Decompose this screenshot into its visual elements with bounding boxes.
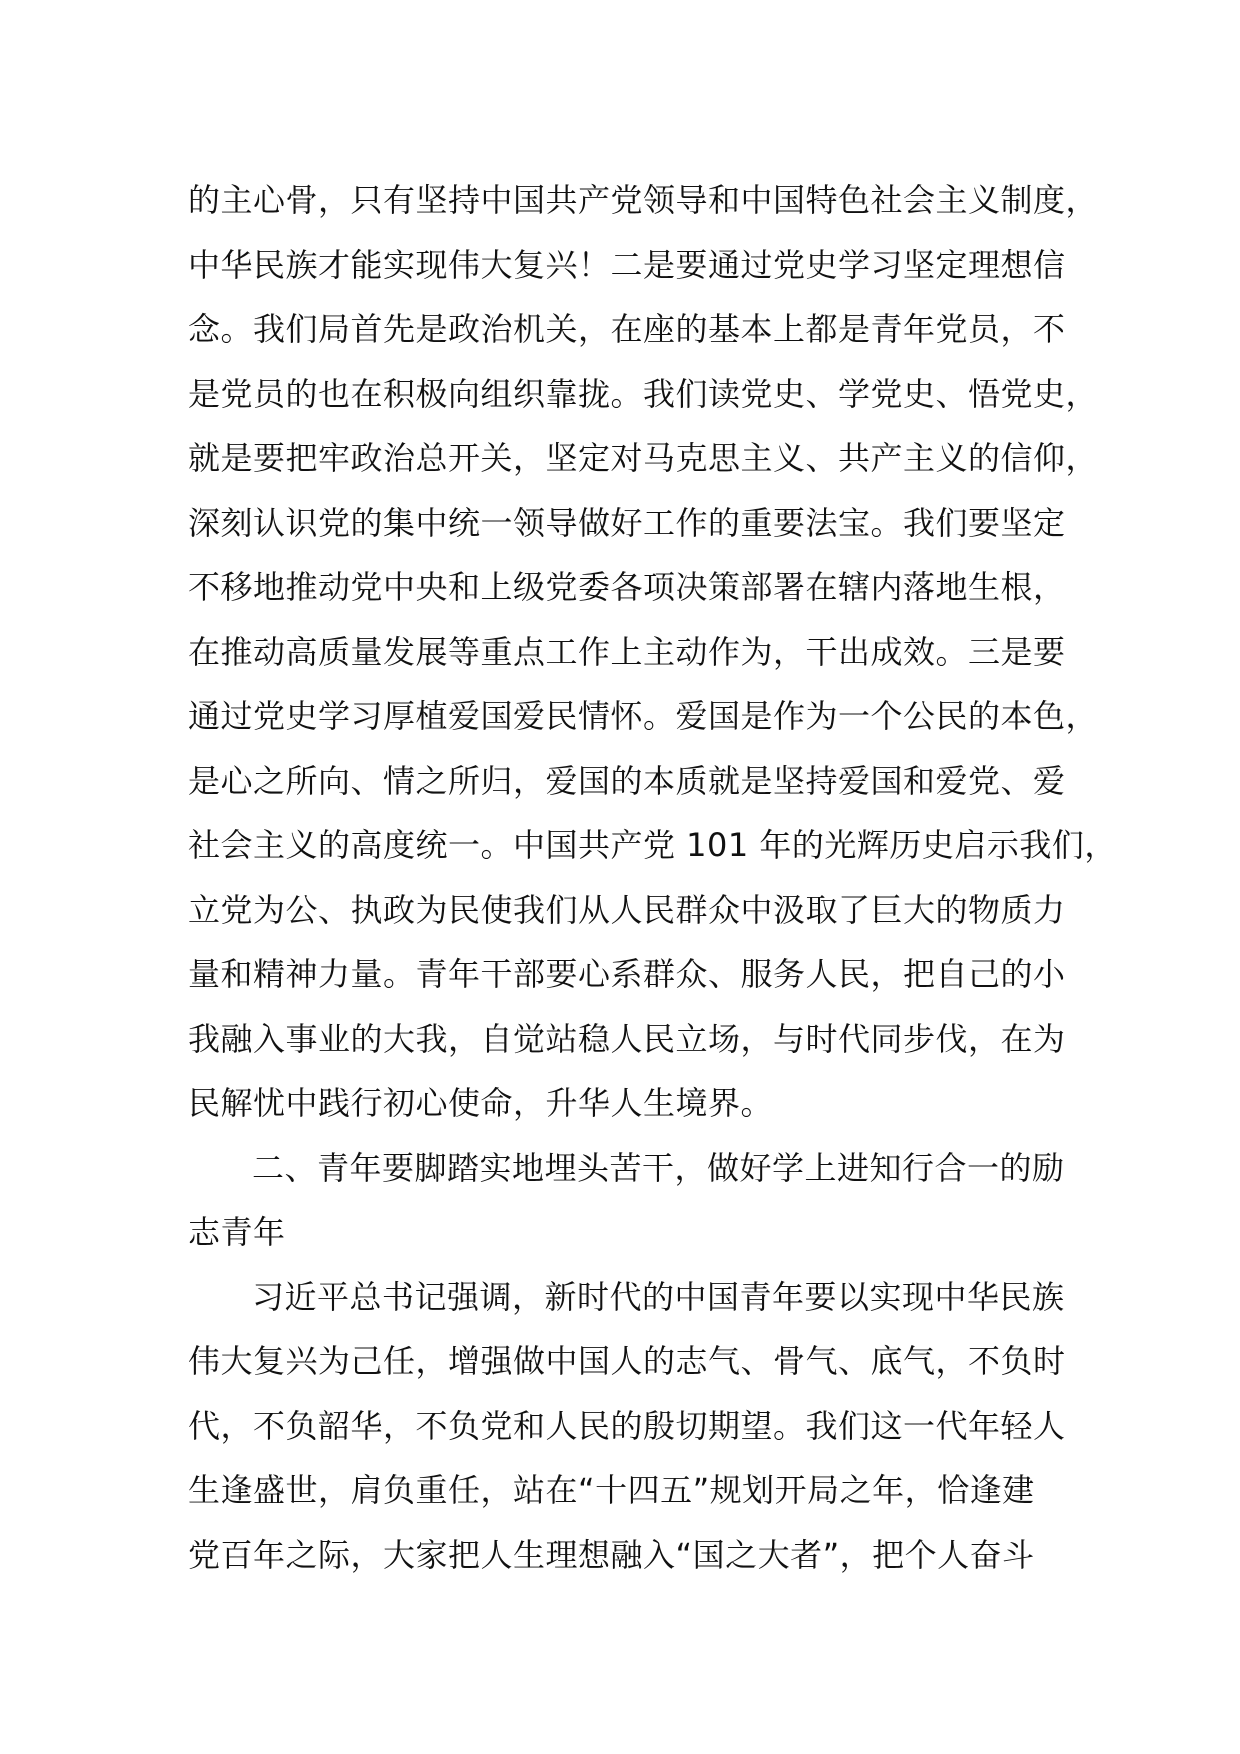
text-line: 代，不负韶华，不负党和人民的殷切期望。我们这一代年轻人: [188, 1406, 1066, 1445]
text-line: 中华民族才能实现伟大复兴！二是要通过党史学习坚定理想信: [188, 245, 1066, 284]
text-line: 念。我们局首先是政治机关，在座的基本上都是青年党员，不: [188, 310, 1066, 348]
text-line: 深刻认识党的集中统一领导做好工作的重要法宝。我们要坚定: [188, 503, 1066, 542]
text-line: 在推动高质量发展等重点工作上主动作为，干出成效。三是要: [188, 632, 1066, 671]
text-line: 生逢盛世，肩负重任，站在“十四五”规划开局之年，恰逢建: [188, 1471, 1035, 1509]
paragraph-start: 习近平总书记强调，新时代的中国青年要以实现中华民族: [252, 1277, 1065, 1316]
section-heading: 二、青年要脚踏实地埋头苦干，做好学上进知行合一的励: [252, 1148, 1065, 1187]
text-line: 党百年之际，大家把人生理想融入“国之大者”，把个人奋斗: [188, 1535, 1035, 1574]
text-line: 是心之所向、情之所归，爱国的本质就是坚持爱国和爱党、爱: [188, 761, 1066, 800]
section-heading-continued: 志青年: [188, 1213, 286, 1251]
body-text: [188, 168, 1117, 1587]
text-line: 社会主义的高度统一。中国共产党 101 年的光辉历史启示我们，: [188, 826, 1117, 864]
text-line: 量和精神力量。青年干部要心系群众、服务人民，把自己的小: [188, 955, 1066, 993]
text-line: 伟大复兴为己任，增强做中国人的志气、骨气、底气，不负时: [188, 1342, 1066, 1380]
text-line: 立党为公、执政为民使我们从人民群众中汲取了巨大的物质力: [188, 890, 1066, 929]
text-line: 的主心骨，只有坚持中国共产党领导和中国特色社会主义制度，: [188, 181, 1099, 219]
text-line: 就是要把牢政治总开关，坚定对马克思主义、共产主义的信仰，: [188, 439, 1099, 477]
text-line: 通过党史学习厚植爱国爱民情怀。爱国是作为一个公民的本色，: [188, 697, 1099, 735]
text-line: 民解忧中践行初心使命，升华人生境界。: [188, 1084, 774, 1122]
text-line: 不移地推动党中央和上级党委各项决策部署在辖内落地生根，: [188, 568, 1066, 606]
text-line: 我融入事业的大我，自觉站稳人民立场，与时代同步伐，在为: [188, 1019, 1066, 1058]
text-line: 是党员的也在积极向组织靠拢。我们读党史、学党史、悟党史，: [188, 374, 1099, 413]
